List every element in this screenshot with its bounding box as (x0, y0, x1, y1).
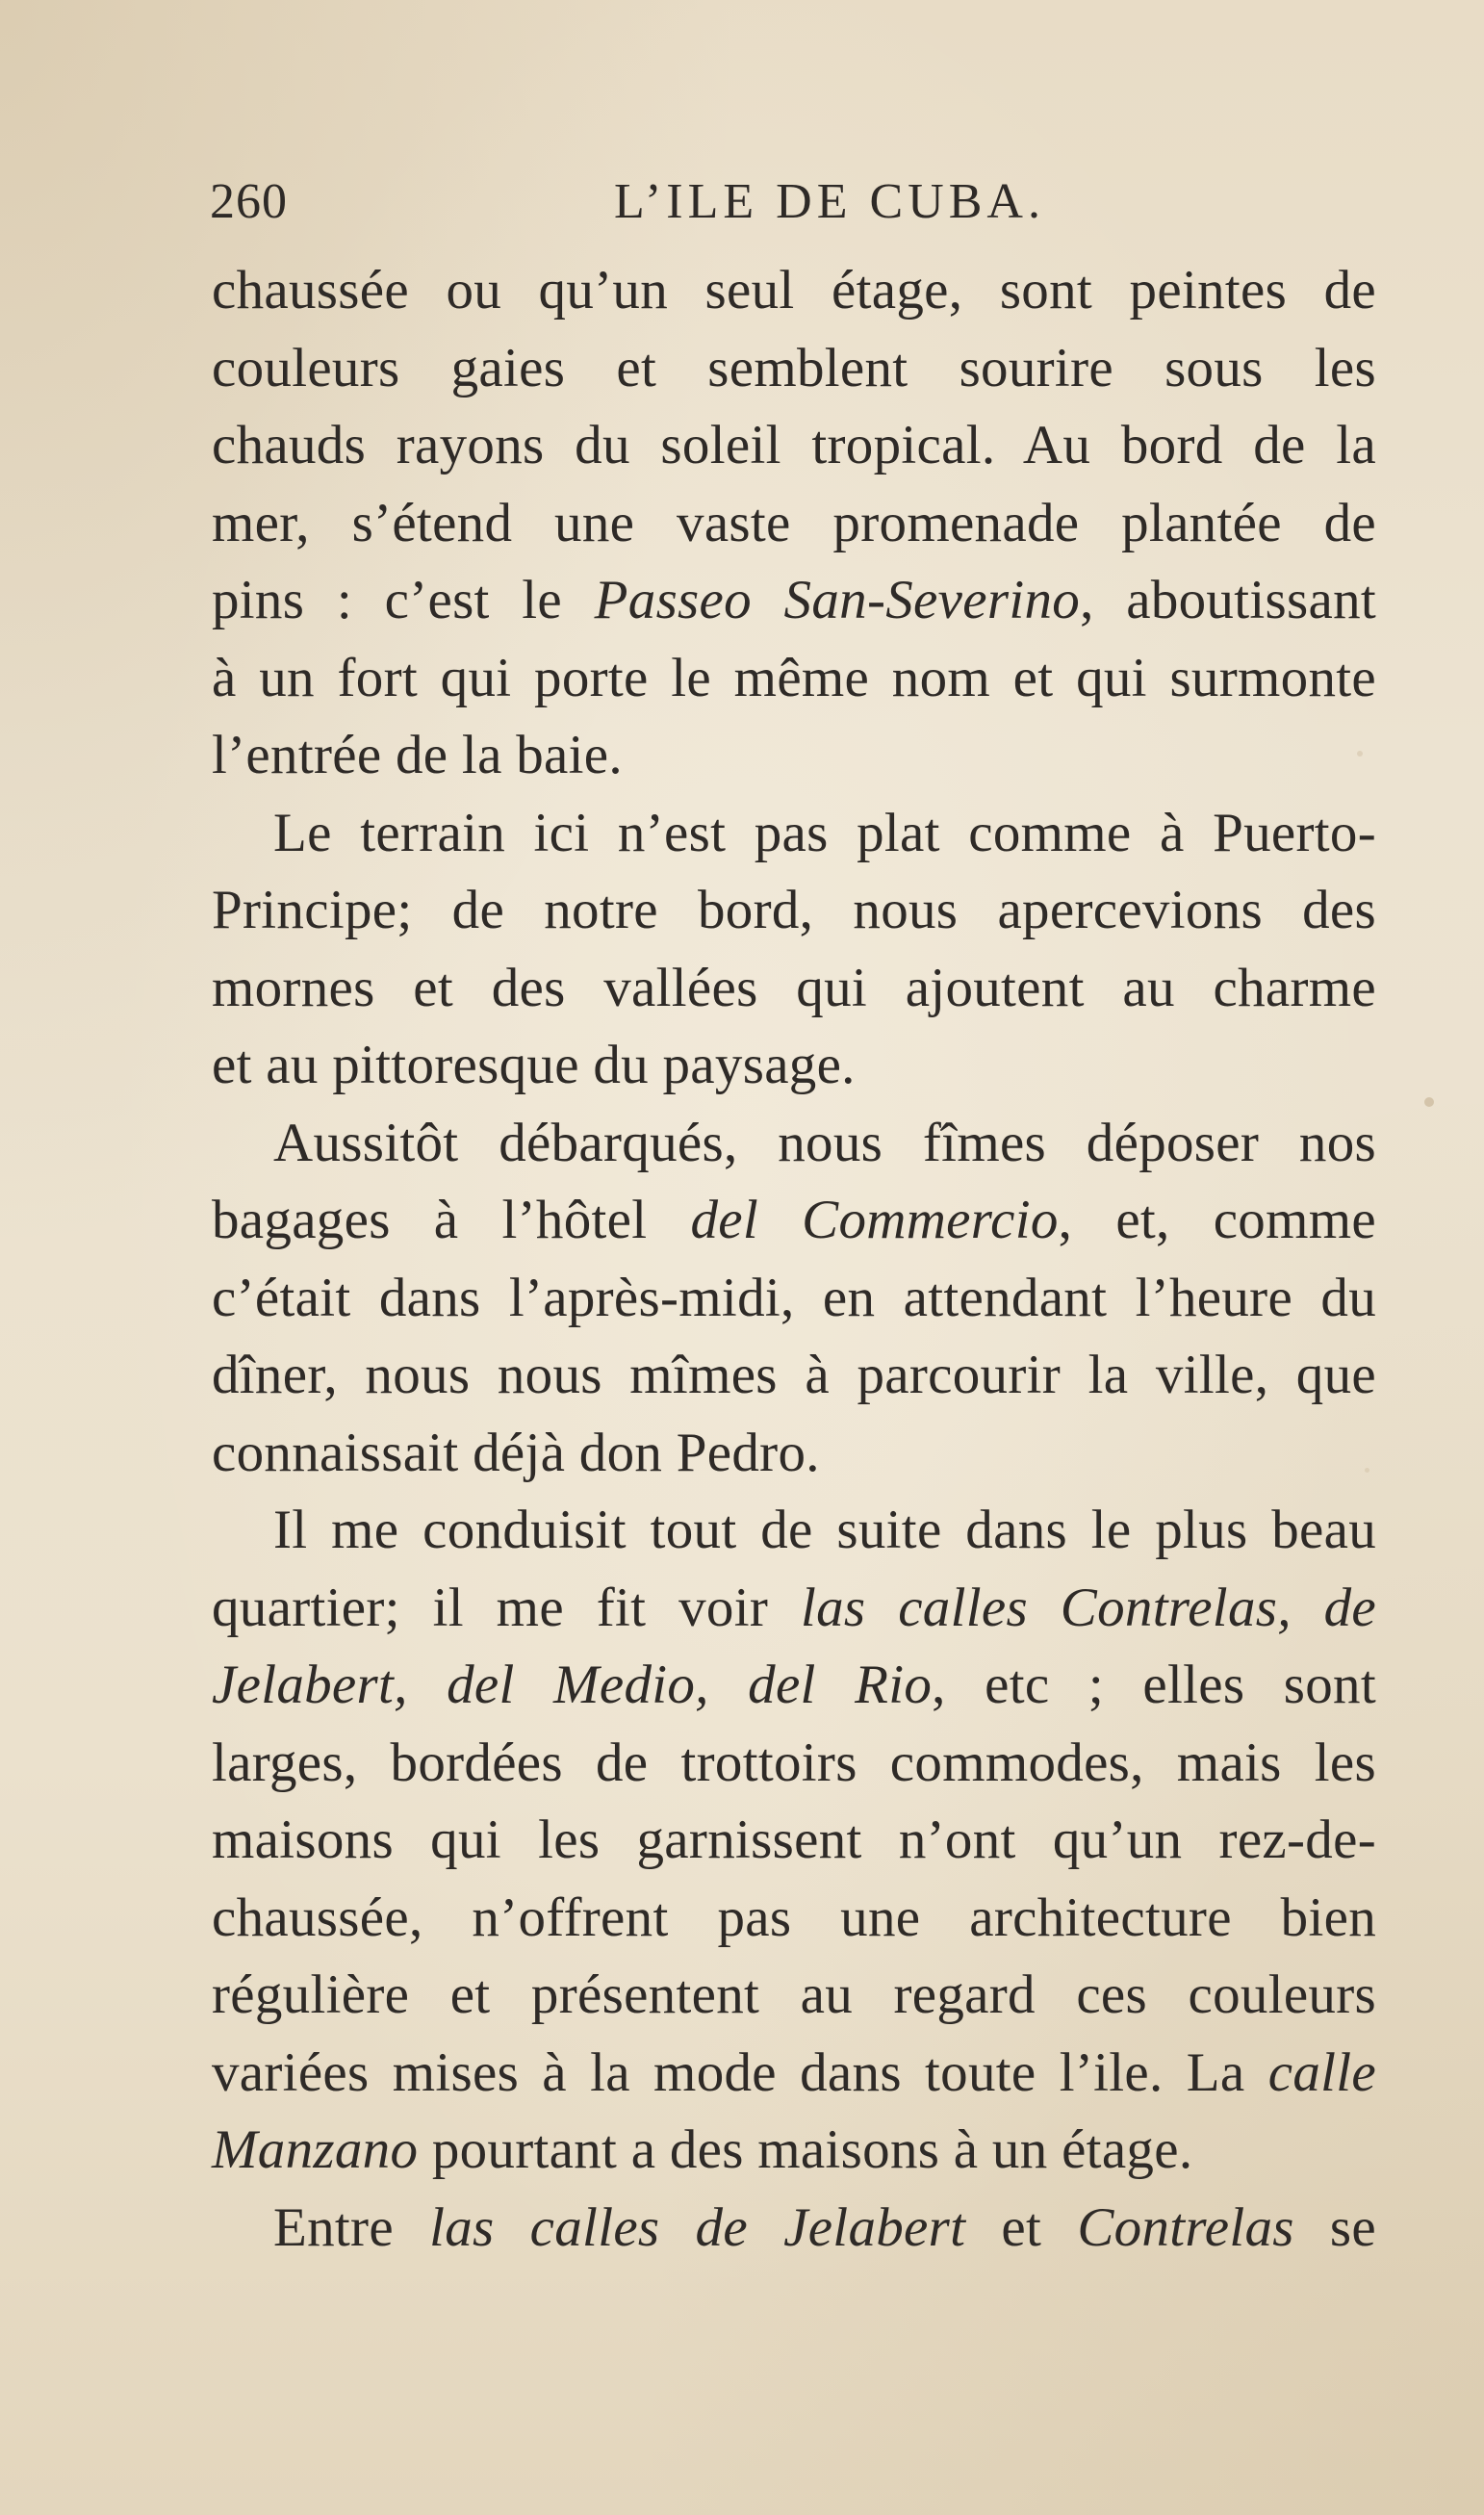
text-line (212, 872, 1376, 950)
text-line (212, 2190, 1376, 2268)
text-line (212, 1957, 1376, 2035)
text-line (212, 1570, 1376, 1648)
text-line (212, 1027, 1376, 1105)
text-segment: pins : c’est le (212, 570, 595, 630)
text-line (212, 1182, 1376, 1260)
text-segment: variées mises à la mode dans toute l’ile. La (212, 2041, 1268, 2103)
text-line (212, 1260, 1376, 1338)
text-segment: , aboutissant (1080, 570, 1376, 630)
paper-spot (1424, 1097, 1434, 1107)
running-title: L’ILE DE CUBA. (614, 174, 1045, 229)
text-segment: mer, s’étend une vaste promenade plantée de (212, 492, 1376, 553)
body-text (212, 252, 1376, 2267)
italic-text: las calles Contrelas, de (800, 1577, 1376, 1638)
text-segment: pourtant a des maisons à un étage. (418, 2119, 1193, 2180)
text-segment: bagages à l’hôtel (212, 1190, 691, 1250)
text-segment: se (1293, 2196, 1376, 2258)
text-line (212, 950, 1376, 1028)
text-line (212, 2035, 1376, 2113)
text-line (212, 1415, 1376, 1493)
text-segment: Entre (273, 2196, 430, 2258)
text-line (212, 640, 1376, 718)
text-line (212, 795, 1376, 873)
text-segment: connaissait déjà don Pedro. (212, 1422, 820, 1483)
italic-text: calle (1267, 2041, 1376, 2103)
text-segment: quartier; il me fit voir (212, 1577, 801, 1638)
text-segment: chaussée ou qu’un seul étage, sont peintes de (212, 260, 1376, 321)
italic-text: Contrelas (1077, 2196, 1294, 2258)
italic-text: Passeo San-Severino (594, 570, 1081, 630)
text-line (212, 717, 1376, 795)
text-line (212, 1725, 1376, 1803)
italic-text: Manzano (212, 2119, 419, 2180)
text-line (212, 1492, 1376, 1570)
text-segment: chauds rayons du soleil tropical. Au bord de la (212, 415, 1376, 475)
text-line (212, 485, 1376, 563)
text-line (212, 1880, 1376, 1958)
text-segment: dîner, nous nous mîmes à parcourir la ville, que (212, 1345, 1376, 1405)
text-segment: Principe; de notre bord, nous apercevions des (212, 880, 1376, 940)
text-line (212, 1105, 1376, 1183)
text-segment: couleurs gaies et semblent sourire sous les (212, 337, 1376, 398)
text-line (212, 252, 1376, 330)
text-line (212, 2112, 1376, 2190)
text-line (212, 562, 1376, 640)
text-segment: Aussitôt débarqués, nous fîmes déposer nos (273, 1112, 1376, 1173)
text-segment: à un fort qui porte le même nom et qui surmonte (212, 647, 1376, 708)
italic-text: del Commercio (690, 1190, 1059, 1250)
text-segment: chaussée, n’offrent pas une architecture bien (212, 1886, 1376, 1948)
text-line (212, 1802, 1376, 1880)
text-segment: l’entrée de la baie. (212, 725, 623, 785)
text-segment: mornes et des vallées qui ajoutent au charme (212, 957, 1376, 1018)
text-line (212, 407, 1376, 485)
text-segment: et au pittoresque du paysage. (212, 1035, 856, 1095)
text-segment: larges, bordées de trottoirs commodes, mais les (212, 1732, 1376, 1793)
running-header (210, 173, 1374, 241)
text-line (212, 1647, 1376, 1725)
page-number: 260 (210, 174, 288, 229)
text-segment: c’était dans l’après-midi, en attendant l’heure du (212, 1267, 1376, 1328)
text-segment: régulière et présentent au regard ces couleurs (212, 1964, 1376, 2025)
italic-text: las calles de Jelabert (429, 2196, 966, 2258)
text-segment: maisons qui les garnissent n’ont qu’un rez-de- (212, 1809, 1376, 1870)
text-line (212, 1337, 1376, 1415)
text-line (212, 330, 1376, 408)
text-segment: Le terrain ici n’est pas plat comme à Puerto- (273, 802, 1376, 863)
italic-text: Jelabert, del Medio, del Rio (212, 1655, 933, 1715)
text-segment: et (965, 2196, 1078, 2258)
text-segment: , etc ; elles sont (932, 1655, 1376, 1715)
text-segment: Il me conduisit tout de suite dans le plus beau (273, 1500, 1376, 1560)
text-segment: , et, comme (1058, 1190, 1376, 1250)
